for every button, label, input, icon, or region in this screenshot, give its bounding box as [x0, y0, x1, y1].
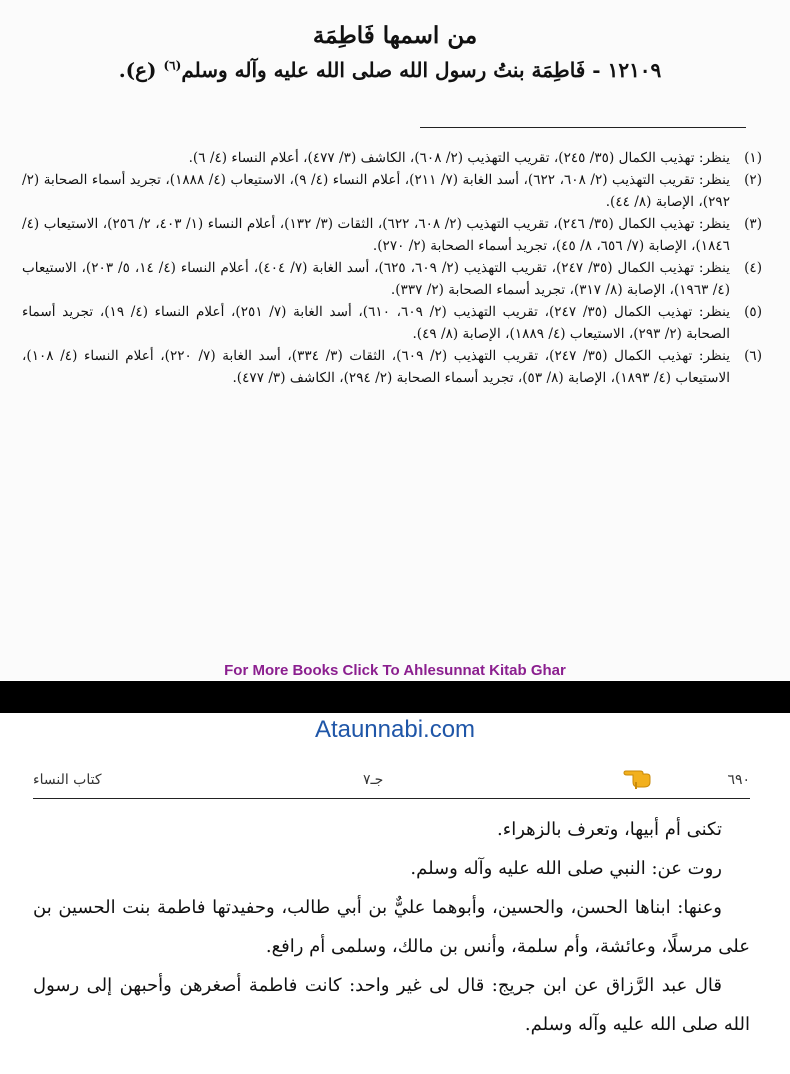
- footnote-item: [22, 147, 762, 169]
- site-link[interactable]: Ataunnabi.com: [314, 716, 476, 743]
- body-paragraph: قال عبد الرَّزاق عن ابن جريج: قال لى غير واحد: كانت فاطمة أصغرهن وأحبهن إلى رسول الله صلى الله عليه وآله وسلم.: [33, 975, 750, 1035]
- header-book-title: كتاب النساء: [33, 772, 102, 788]
- footnote-text: ينظر: تهذيب الكمال (٣٥/ ٢٤٥)، تقريب التهذيب (٢/ ٦٠٨)، الكاشف (٣/ ٤٧٧)، أعلام النساء (٤/ ٦).: [188, 150, 730, 166]
- footnote-item: [22, 213, 762, 257]
- page-separator-band: [0, 681, 790, 713]
- running-header: [33, 772, 750, 796]
- footnote-item: [22, 257, 762, 301]
- footnote-divider: [420, 127, 746, 128]
- footnote-item: [22, 345, 762, 389]
- footnote-item: [22, 301, 762, 345]
- entry-title-text: ١٢١٠٩ - فَاطِمَة بنتُ رسول الله صلى الله عليه وآله وسلم: [181, 58, 662, 82]
- section-heading: من اسمها فَاطِمَة: [312, 22, 478, 49]
- footnote-number: (٥): [744, 304, 762, 320]
- body-paragraph: تكنى أم أبيها، وتعرف بالزهراء.: [497, 819, 722, 840]
- footnote-number: (١): [744, 150, 762, 166]
- promo-link[interactable]: For More Books Click To Ahlesunnat Kitab Ghar: [224, 662, 566, 679]
- body-paragraph: روت عن: النبي صلى الله عليه وآله وسلم.: [410, 858, 722, 879]
- footnote-number: (٦): [744, 348, 762, 364]
- body-paragraph: وعنها: ابناها الحسن، والحسين، وأبوهما عليٌّ بن أبي طالب، وحفيدتها فاطمة بنت الحسين بن على مرسلًا، وعائشة، وأم سلمة، وأنس بن مالك، وسلمى أم رافع.: [33, 897, 750, 957]
- footnotes-list: [22, 147, 762, 389]
- footnote-text: ينظر: تهذيب الكمال (٣٥/ ٢٤٦)، تقريب التهذيب (٢/ ٦٠٨، ٦٢٢)، الثقات (٣/ ١٣٢)، أعلام النساء (١/ ٤٠٣، ٢/ ٢٥٦)، الاستيعاب (٤/ ١٨٤٦)، الإصابة (٧/ ٦٥٦، ٨/ ٤٥)، تجريد أسماء الصحابة (٢/ ٢٧٠).: [22, 216, 730, 254]
- body-text: [33, 810, 750, 1044]
- header-page-number: ٦٩٠: [727, 772, 750, 788]
- footnote-text: ينظر: تقريب التهذيب (٢/ ٦٠٨، ٦٢٢)، أسد الغابة (٧/ ٢١١)، أعلام النساء (٤/ ٩)، الاستيعاب (٤/ ١٨٨٨)، تجريد أسماء الصحابة (٢/ ٢٩٢)، الإصابة (٨/ ٤٤).: [22, 172, 730, 210]
- entry-suffix: (ع).: [118, 58, 164, 82]
- footnote-text: ينظر: تهذيب الكمال (٣٥/ ٢٤٧)، تقريب التهذيب (٢/ ٦٠٩، ٦١٠)، أسد الغابة (٧/ ٢٥١)، أعلام النساء (٤/ ١٩)، تجريد أسماء الصحابة (٢/ ٢٩٣)، الاستيعاب (٤/ ١٨٨٩)، الإصابة (٨/ ٤٩).: [22, 304, 731, 342]
- footnote-number: (٣): [744, 216, 762, 232]
- footnote-number: (٤): [744, 260, 762, 276]
- footnote-text: ينظر: تهذيب الكمال (٣٥/ ٢٤٧)، تقريب التهذيب (٢/ ٦٠٩)، الثقات (٣/ ٣٣٤)، أسد الغابة (٧/ ٢٢٠)، أعلام النساء (٤/ ١٠٨)، الاستيعاب (٤/ ١٨٩٣)، الإصابة (٨/ ٥٣)، تجريد أسماء الصحابة (٢/ ٢٩٤)، الكاشف (٣/ ٤٧٧).: [22, 348, 730, 386]
- entry-title: [60, 58, 720, 82]
- pointing-hand-icon: [623, 760, 653, 790]
- header-divider: [33, 798, 750, 799]
- footnote-text: ينظر: تهذيب الكمال (٣٥/ ٢٤٧)، تقريب التهذيب (٢/ ٦٠٩، ٦٢٥)، أسد الغابة (٧/ ٤٠٤)، أعلام النساء (٤/ ١٤، ٥/ ٢٠٣)، الاستيعاب (٤/ ١٩٦٣)، الإصابة (٨/ ٣١٧)، تجريد أسماء الصحابة (٢/ ٣٣٧).: [22, 260, 731, 298]
- entry-footnote-ref: (٦): [163, 58, 182, 73]
- footnote-number: (٢): [744, 172, 762, 188]
- header-volume: جـ٧: [363, 772, 384, 788]
- footnote-item: [22, 169, 762, 213]
